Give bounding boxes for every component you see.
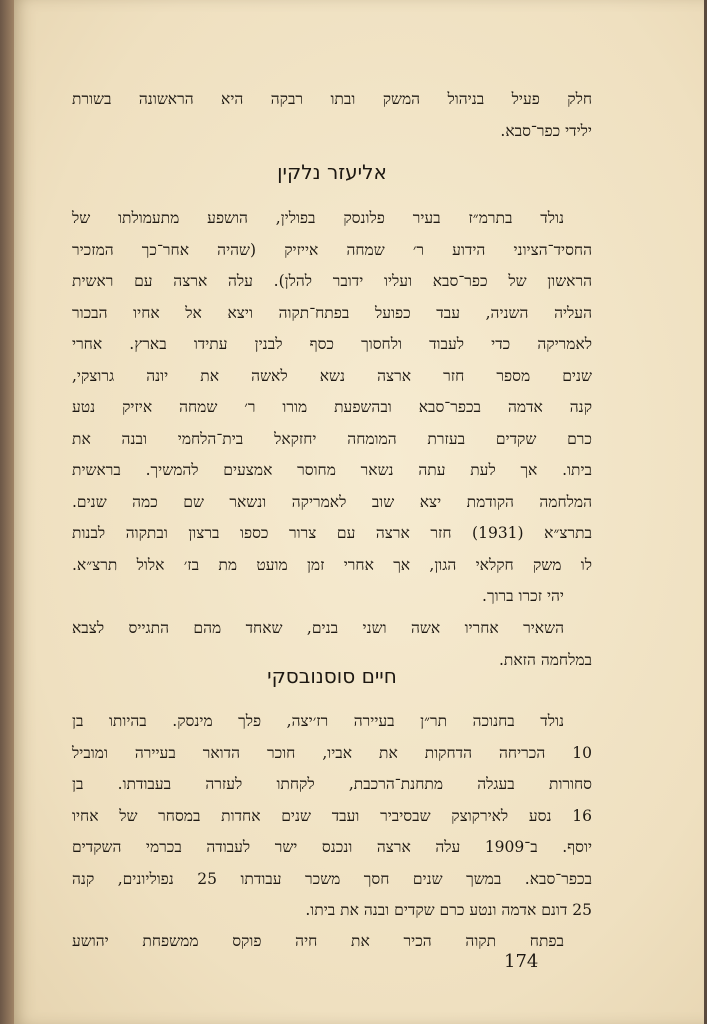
text-line: החסיד־הציוני הידוע ר׳ שמחה אייזיק (שהיה אחר־כך המזכיר — [72, 240, 592, 259]
text-line: קנה אדמה בכפר־סבא ובהשפעת מורו ר׳ שמחה איזיק נטע — [72, 398, 592, 416]
text-line: ילידי כפר־סבא. — [500, 121, 592, 140]
book-spine — [0, 0, 14, 1024]
text-line: בתרצ״א (1931) חזר ארצה עם צרור כספו ברצון ובתקוה לבנות — [72, 524, 592, 542]
text-line: שנים מספר חזר ארצה נשא לאשה את יונה גרוצקי, — [72, 366, 592, 385]
book-page — [14, 0, 704, 1024]
section2-paragraph-1 — [72, 706, 592, 927]
intro-paragraph — [72, 84, 592, 147]
text-line: 25 דונם אדמה ונטע כרם שקדים ובנה את ביתו. — [305, 901, 592, 919]
text-line: המלחמה הקודמת יצא שוב לאמריקה ונשאר שם כמה שנים. — [72, 492, 592, 511]
section-heading-eliezer-nelkin: אליעזר נלקין — [277, 160, 387, 184]
text-line: הראשון של כפר־סבא ועליו ידובר להלן). עלה ארצה עם ראשית — [72, 272, 592, 290]
text-line: השאיר אחריו אשה ושני בנים, שאחד מהם התגייס לצבא — [72, 619, 564, 637]
page-number: 174 — [504, 951, 539, 972]
text-line: העליה השניה, עבד כפועל בפתח־תקוה ויצא אל אחיו הבכור — [72, 303, 592, 322]
text-line: יהי זכרו ברוך. — [482, 587, 564, 605]
text-line: חלק פעיל בניהול המשק ובתו רבקה היא הראשונה בשורת — [72, 90, 592, 108]
text-line: נולד בתרמ״ז בעיר פלונסק בפולין, הושפע מתעמולתו של — [72, 209, 564, 227]
text-line: ביתו. אך לעת עתה נשאר מחוסר אמצעים להמשיך. בראשית — [72, 461, 592, 479]
text-line: נולד בחנוכה תר״ן בעיירה רז׳יצה, פלך מינסק. בהיותו בן — [72, 712, 564, 730]
text-line: במלחמה הזאת. — [498, 650, 592, 669]
text-line: כרם שקדים בעזרת המומחה יחזקאל בית־הלחמי ובנה את — [72, 429, 592, 448]
text-line: 10 הכריחה הדחקות את אביו, חוכר הדואר בעיירה ומוביל — [72, 743, 592, 762]
text-line: יוסף. ב־1909 עלה ארצה ונכנס ישר לעבודה בכרמי השקדים — [72, 838, 593, 856]
section-heading-chaim-sosnovsky: חיים סוסנובסקי — [267, 664, 397, 688]
text-line: בכפר־סבא. במשך שנים חסך משכר עבודתו 25 נפוליונים, קנה — [72, 869, 593, 888]
section1-paragraph-1 — [72, 203, 592, 613]
text-line: לו משק חקלאי הגון, אך אחרי זמן מועט מת בז׳ אלול תרצ״א. — [72, 555, 592, 574]
text-line: 16 נסע לאירקוצק שבסיביר ועבד שנים אחדות במסחר של אחיו — [72, 806, 592, 825]
text-line: בפתח תקוה הכיר את חיה פוקס ממשפחת יהושע — [72, 932, 564, 950]
text-line: סחורות בעגלה מתחנת־הרכבת, לקחתו לעזרה בעבודתו. בן — [72, 775, 592, 793]
text-line: לאמריקה כדי לעבוד ולחסוך כסף לבנין עתידו בארץ. אחרי — [72, 335, 592, 353]
